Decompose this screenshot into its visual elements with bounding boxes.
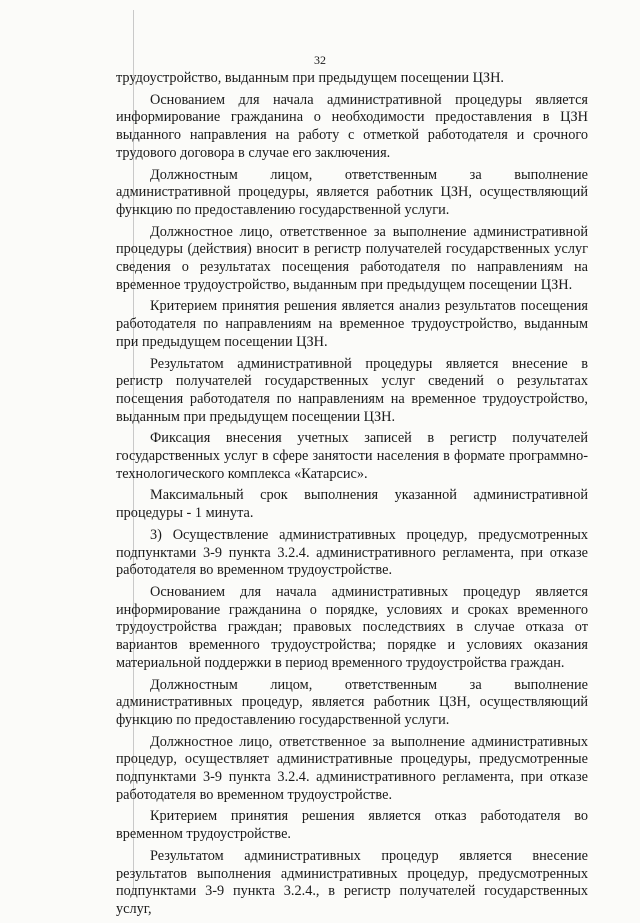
page-number: 32 xyxy=(314,53,326,67)
paragraph: Результатом административных процедур является внесение результатов выполнения административных процедур, предусмотренных подпунктами 3-9 пункта 3.2.4., в регистр получателей государственных услуг, xyxy=(116,847,588,917)
paragraph: трудоустройство, выданным при предыдущем посещении ЦЗН. xyxy=(116,70,504,86)
paragraph: Фиксация внесения учетных записей в регистр получателей государственных услуг в сфере занятости населения в формате программно-технологического комплекса «Катарсис». xyxy=(116,430,588,482)
paragraph: Критерием принятия решения является отказ работодателя во временном трудоустройстве. xyxy=(116,808,588,843)
paragraph: Должностным лицом, ответственным за выполнение административной процедуры, является работник ЦЗН, осуществляющий функцию по предоставлению государственной услуги. xyxy=(116,166,588,218)
document-body xyxy=(116,70,588,923)
paragraph: Основанием для начала административной процедуры является информирование гражданина о необходимости предоставления в ЦЗН выданного направления на работу с отметкой работодателя и срочного трудового договора в случае его заключения. xyxy=(116,91,588,161)
paragraph: Основанием для начала административных процедур является информирование гражданина о порядке, условиях и сроках временного трудоустройства граждан; правовых последствиях в случае отказа от вариантов временного трудоустройства; порядке и условиях оказания материальной поддержки в период временного трудоустройства граждан. xyxy=(116,583,588,671)
paragraph: Должностное лицо, ответственное за выполнение административных процедур, осуществляет административные процедуры, предусмотренные подпунктами 3-9 пункта 3.2.4. административного регламента, при отказе работодателя во временном трудоустройстве. xyxy=(116,733,588,803)
paragraph: 3) Осуществление административных процедур, предусмотренных подпунктами 3-9 пункта 3.2.4. административного регламента, при отказе работодателя во временном трудоустройстве. xyxy=(116,526,588,579)
paragraph: Должностным лицом, ответственным за выполнение административных процедур, является работник ЦЗН, осуществляющий функцию по предоставлению государственной услуги. xyxy=(116,676,588,728)
paragraph: Результатом административной процедуры является внесение в регистр получателей государственных услуг сведений о результатах посещения работодателя по направлениям на временное трудоустройство, выданным при предыдущем посещении ЦЗН. xyxy=(116,355,588,425)
paragraph: Должностное лицо, ответственное за выполнение административной процедуры (действия) вносит в регистр получателей государственных услуг сведения о результатах посещения работодателя по направлениям на временное трудоустройство, выданным при предыдущем посещении ЦЗН. xyxy=(116,223,588,293)
paragraph: Максимальный срок выполнения указанной административной процедуры - 1 минута. xyxy=(116,487,588,522)
paragraph: Критерием принятия решения является анализ результатов посещения работодателя по направлениям на временное трудоустройство, выданным при предыдущем посещении ЦЗН. xyxy=(116,298,588,350)
